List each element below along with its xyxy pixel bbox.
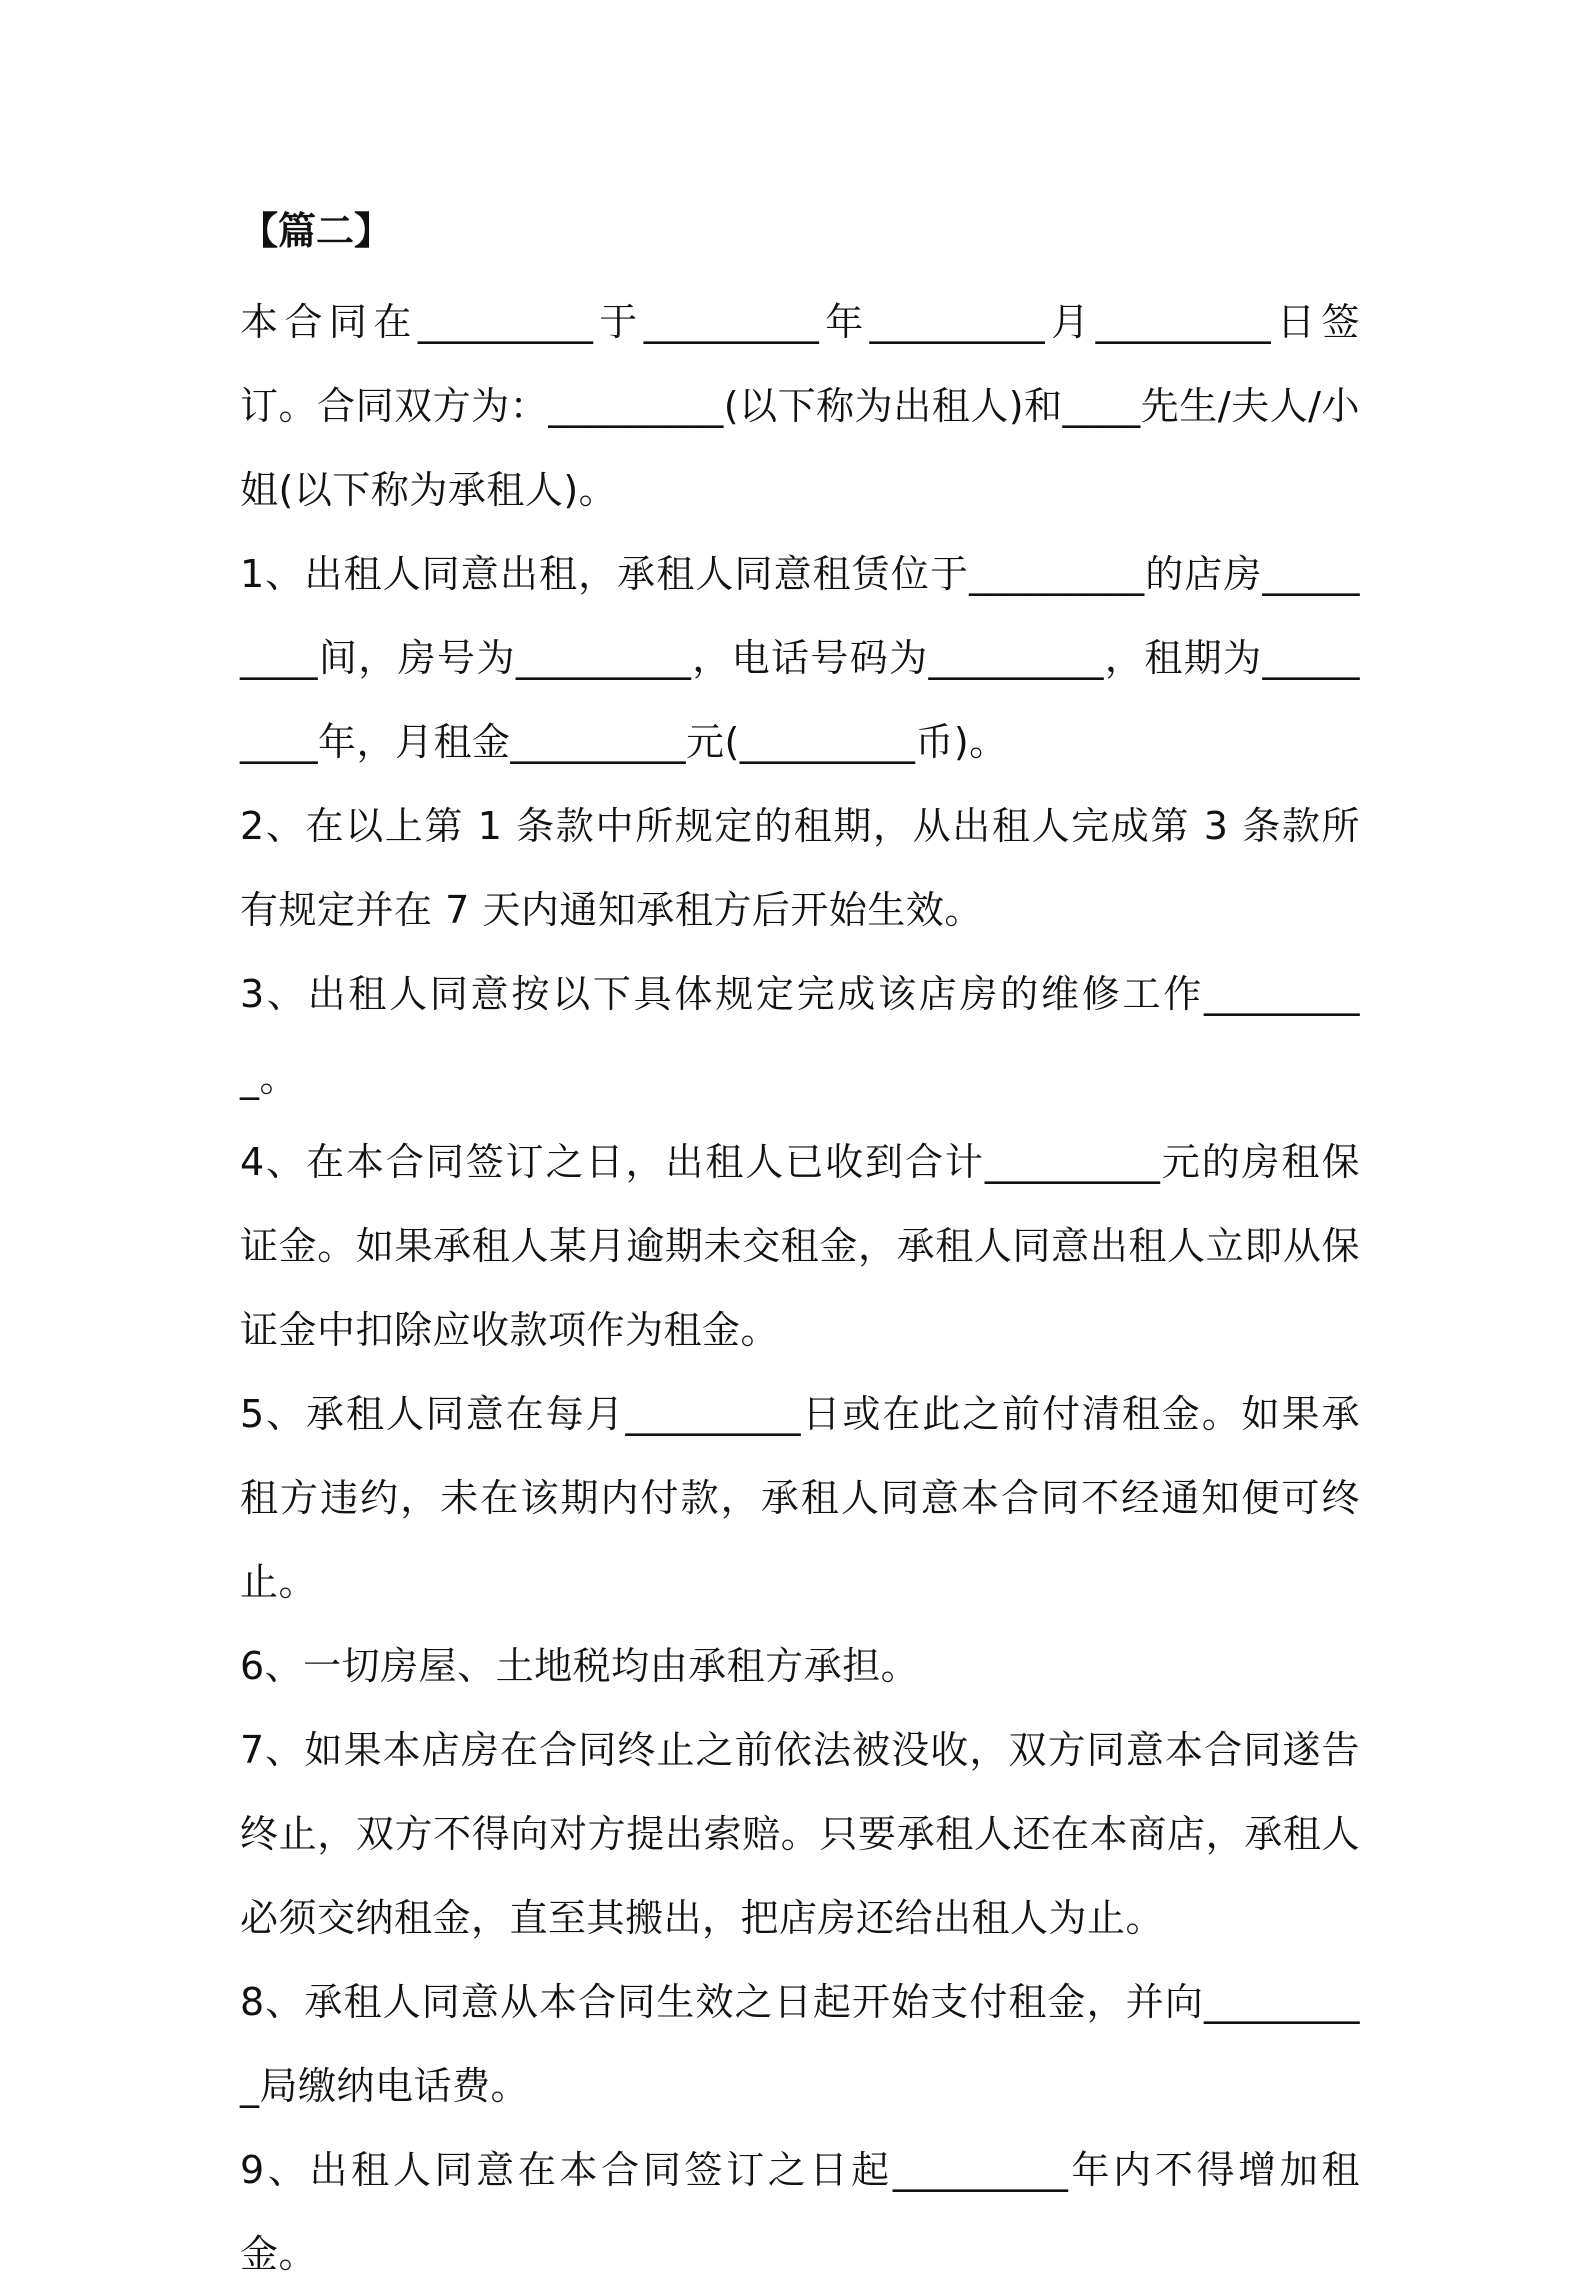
clause-6-paragraph: 6、一切房屋、土地税均由承租方承担。 bbox=[240, 1644, 920, 1688]
clause-2-paragraph: 2、在以上第 1 条款中所规定的租期，从出租人完成第 3 条款所有规定并在 7 天内通知承租方后开始生效。 bbox=[240, 804, 1360, 932]
clause-9-paragraph: 9、出租人同意在本合同签订之日起_________年内不得增加租金。 bbox=[240, 2148, 1360, 2276]
document-body bbox=[240, 196, 1360, 2296]
clause-5-paragraph: 5、承租人同意在每月_________日或在此之前付清租金。如果承租方违约，未在该期内付款，承租人同意本合同不经通知便可终止。 bbox=[240, 1392, 1360, 1604]
clause-3-paragraph: 3、出租人同意按以下具体规定完成该店房的维修工作_________。 bbox=[240, 972, 1360, 1100]
clause-8-paragraph: 8、承租人同意从本合同生效之日起开始支付租金，并向_________局缴纳电话费。 bbox=[240, 1980, 1360, 2108]
contract-intro-paragraph: 本合同在_________于_________年_________月_________日签订。合同双方为：_________(以下称为出租人)和____先生/夫人/小姐(以下称为承租人)。 bbox=[240, 300, 1360, 512]
section-heading: 【篇二】 bbox=[240, 209, 393, 253]
clause-1-paragraph: 1、出租人同意出租，承租人同意租赁位于_________的店房_________间，房号为_________，电话号码为_________，租期为_________年，月租金_________元(_________币)。 bbox=[240, 552, 1360, 764]
clause-7-paragraph: 7、如果本店房在合同终止之前依法被没收，双方同意本合同遂告终止，双方不得向对方提出索赔。只要承租人还在本商店，承租人必须交纳租金，直至其搬出，把店房还给出租人为止。 bbox=[240, 1728, 1360, 1940]
clause-4-paragraph: 4、在本合同签订之日，出租人已收到合计_________元的房租保证金。如果承租人某月逾期未交租金，承租人同意出租人立即从保证金中扣除应收款项作为租金。 bbox=[240, 1140, 1360, 1352]
